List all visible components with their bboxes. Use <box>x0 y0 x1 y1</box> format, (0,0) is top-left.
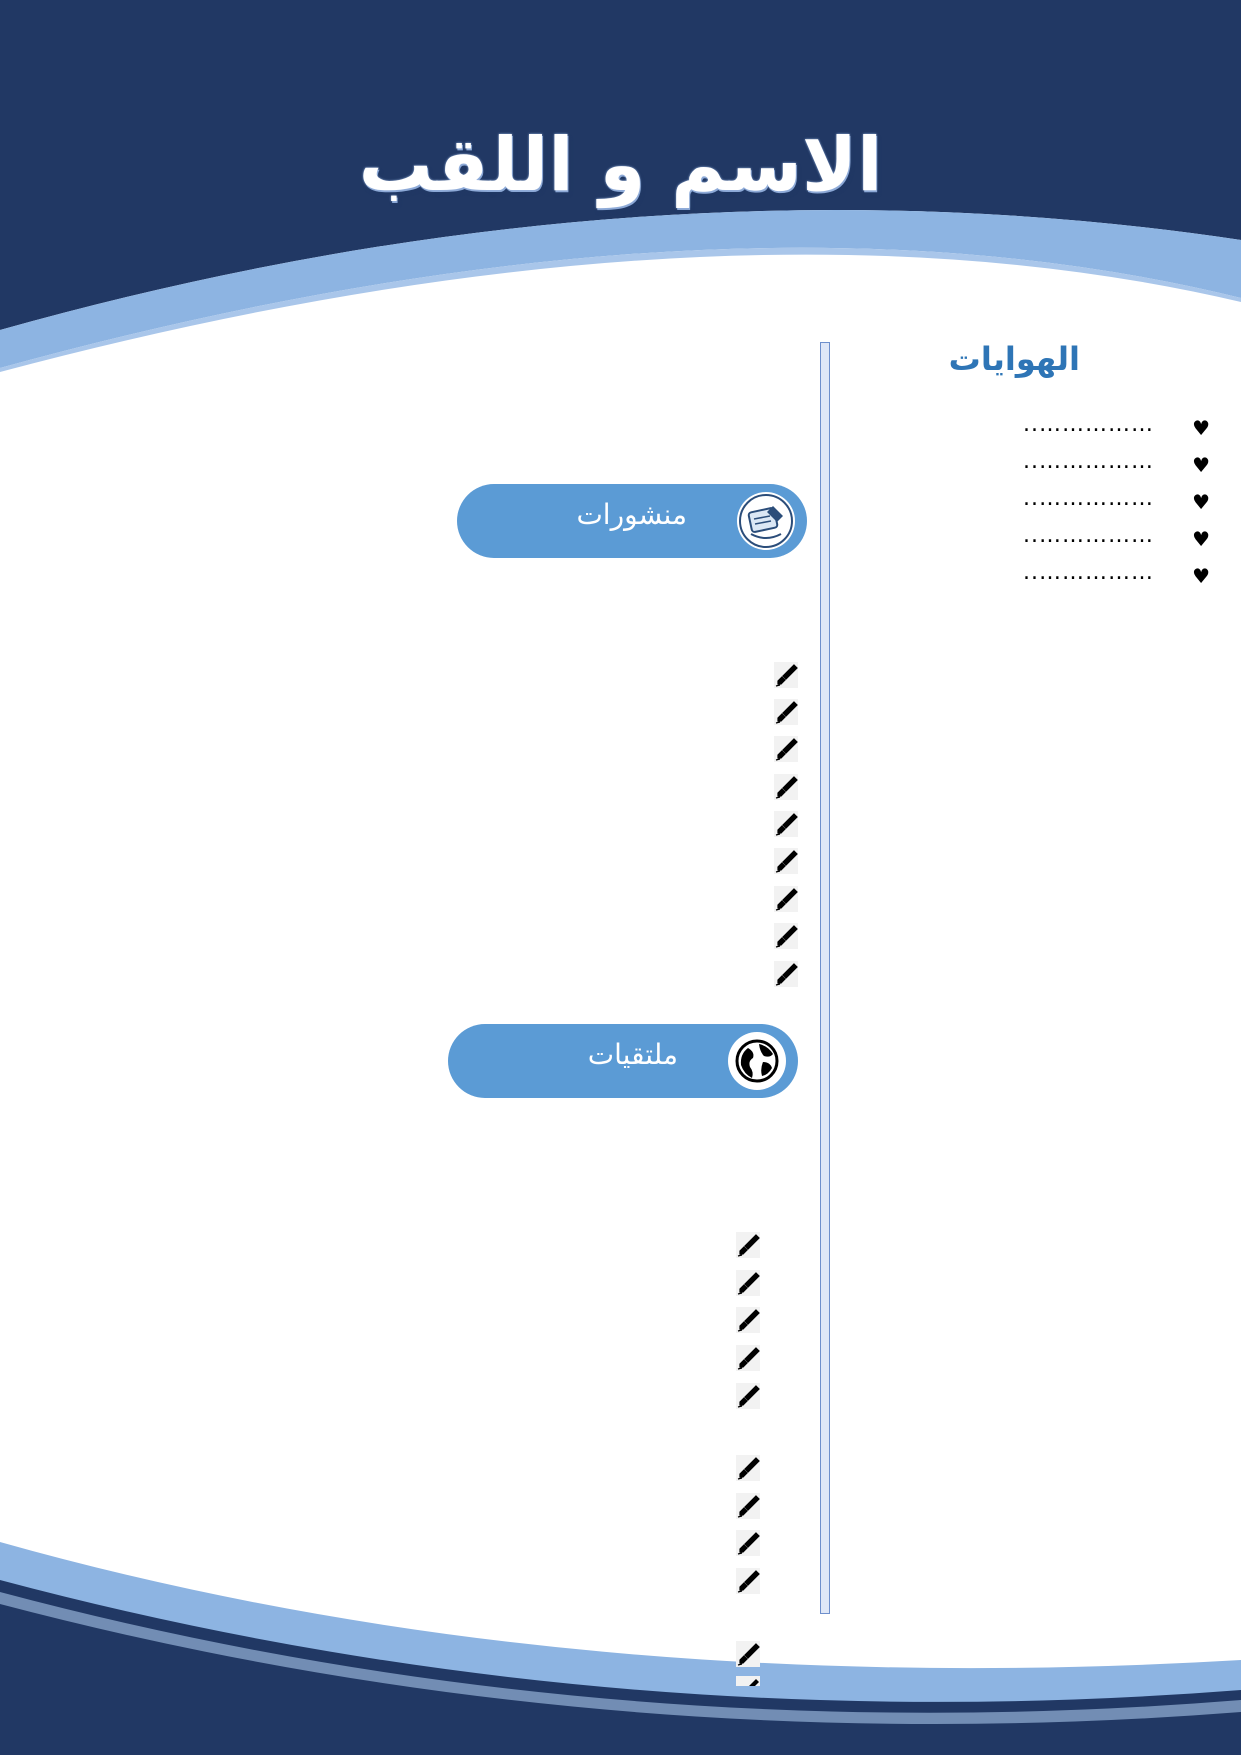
hobby-item <box>1023 449 1210 485</box>
hobby-placeholder: …………….. <box>1023 486 1154 511</box>
pen-bullet-icon <box>736 1641 760 1667</box>
hobby-placeholder: …………….. <box>1023 449 1154 474</box>
pen-bullet-icon <box>736 1383 760 1409</box>
globe-icon <box>728 1032 786 1090</box>
conferences-heading: ملتقيات <box>587 1038 678 1071</box>
pen-bullet-icon <box>774 923 798 949</box>
pen-bullet-icon <box>774 736 798 762</box>
pen-bullet-icon <box>774 662 798 688</box>
hobby-placeholder: …………….. <box>1023 412 1154 437</box>
heart-icon: ♥ <box>1192 527 1210 551</box>
heart-icon: ♥ <box>1192 416 1210 440</box>
heart-icon: ♥ <box>1192 490 1210 514</box>
pen-bullet-icon <box>736 1270 760 1296</box>
hobby-item <box>1023 412 1210 448</box>
pen-bullet-icon <box>736 1455 760 1481</box>
pen-bullet-icon <box>774 699 798 725</box>
pen-bullet-icon <box>736 1530 760 1556</box>
page-title: الاسم و اللقب <box>358 122 883 208</box>
pen-bullet-icon <box>774 774 798 800</box>
heart-icon: ♥ <box>1192 453 1210 477</box>
pen-bullet-icon <box>736 1232 760 1258</box>
hobby-item <box>1023 560 1210 596</box>
publications-heading-pill <box>457 484 807 558</box>
pen-bullet-icon <box>736 1568 760 1594</box>
pen-bullet-icon <box>736 1493 760 1519</box>
hobbies-heading: الهوايات <box>948 340 1080 378</box>
pen-bullet-icon <box>774 886 798 912</box>
publications-heading: منشورات <box>576 498 687 531</box>
hobby-placeholder: …………….. <box>1023 560 1154 585</box>
hobby-item <box>1023 486 1210 522</box>
pen-bullet-icon <box>736 1345 760 1371</box>
column-divider <box>820 342 830 1614</box>
hobby-item <box>1023 523 1210 559</box>
pen-bullet-icon <box>774 961 798 987</box>
heart-icon: ♥ <box>1192 564 1210 588</box>
pen-and-paper-icon <box>737 492 795 550</box>
hobby-placeholder: …………….. <box>1023 523 1154 548</box>
pen-bullet-icon <box>736 1676 760 1686</box>
pen-bullet-icon <box>736 1307 760 1333</box>
conferences-heading-pill <box>448 1024 798 1098</box>
pen-bullet-icon <box>774 848 798 874</box>
pen-bullet-icon <box>774 811 798 837</box>
